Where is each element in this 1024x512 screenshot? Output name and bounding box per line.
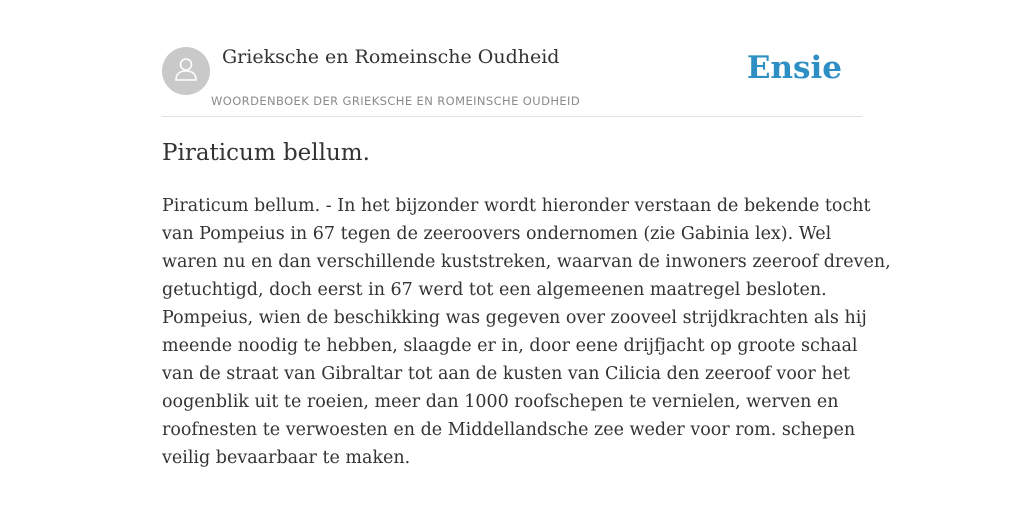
entry-line: Pompeius, wien de beschikking was gegeven over zooveel strijdkrachten als hij <box>162 308 867 328</box>
entry-line: van de straat van Gibraltar tot aan de kusten van Cilicia den zeeroof voor het <box>162 364 850 384</box>
site-title[interactable]: Grieksche en Romeinsche Oudheid <box>222 46 560 68</box>
entry-body <box>162 192 891 472</box>
entry-line: oogenblik uit te roeien, meer dan 1000 roofschepen te vernielen, werven en <box>162 392 839 412</box>
entry-line: meende noodig te hebben, slaagde er in, door eene drijfjacht op groote schaal <box>162 336 858 356</box>
entry-line: roofnesten te verwoesten en de Middellandsche zee weder voor rom. schepen <box>162 420 856 440</box>
avatar[interactable] <box>162 47 210 95</box>
entry-line: Piraticum bellum. - In het bijzonder wordt hieronder verstaan de bekende tocht <box>162 196 871 216</box>
site-subtitle: WOORDENBOEK DER GRIEKSCHE EN ROMEINSCHE OUDHEID <box>211 94 581 108</box>
entry-line: getuchtigd, doch eerst in 67 werd tot een algemeenen maatregel besloten. <box>162 280 827 300</box>
brand-logo[interactable]: Ensie <box>746 50 842 86</box>
header <box>162 44 862 117</box>
entry-line: veilig bevaarbaar te maken. <box>162 448 411 468</box>
entry-line: waren nu en dan verschillende kuststreken, waarvan de inwoners zeeroof dreven, <box>162 252 891 272</box>
entry-line: van Pompeius in 67 tegen de zeeroovers ondernomen (zie Gabinia lex). Wel <box>162 224 832 244</box>
page-title: Piraticum bellum. <box>162 140 370 166</box>
user-icon <box>172 55 200 88</box>
